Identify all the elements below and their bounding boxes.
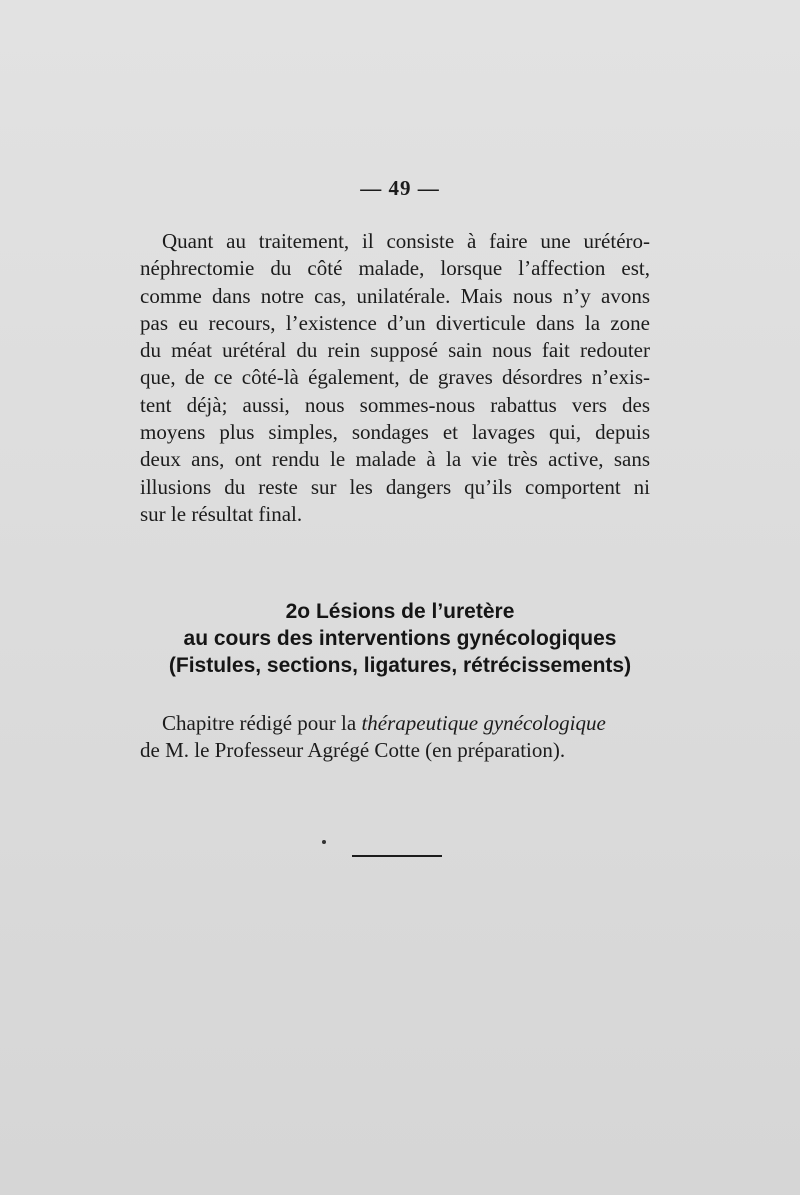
chapter-note-line — [140, 710, 665, 737]
paragraph-line: du méat urétéral du rein supposé sain nous fait redouter — [140, 338, 650, 363]
paragraph-line: pas eu recours, l’existence d’un diverticule dans la zone — [140, 310, 650, 335]
chapter-note-line: de M. le Professeur Agrégé Cotte (en préparation). — [140, 738, 566, 763]
ink-dot — [322, 840, 326, 844]
chapter-note-prefix: Chapitre rédigé pour la — [162, 711, 362, 735]
chapter-note-italic: thérapeutique gynécologique — [361, 711, 606, 735]
section-end-rule — [352, 855, 442, 857]
paragraph-line: Quant au traitement, il consiste à faire une urétéro- — [162, 229, 650, 253]
heading-line: (Fistules, sections, ligatures, rétrécissements) — [168, 654, 632, 677]
paragraph-line: comme dans notre cas, unilatérale. Mais nous n’y avons — [140, 283, 650, 308]
paragraph-line: deux ans, ont rendu le malade à la vie très active, sans — [140, 447, 650, 472]
section-heading — [100, 598, 700, 679]
paragraph-line: néphrectomie du côté malade, lorsque l’affection est, — [140, 256, 650, 281]
paragraph-line: moyens plus simples, sondages et lavages qui, depuis — [140, 420, 650, 445]
paragraph-line: illusions du reste sur les dangers qu’ils comportent ni — [140, 474, 650, 499]
page-number: — 49 — — [360, 176, 440, 200]
treatment-paragraph — [140, 228, 650, 528]
paragraph-line: que, de ce côté-là également, de graves désordres n’exis- — [140, 365, 650, 390]
heading-line: au cours des interventions gynécologiques — [183, 627, 617, 650]
paragraph-line: sur le résultat final. — [140, 501, 303, 526]
paragraph-line: tent déjà; aussi, nous sommes-nous rabattus vers des — [140, 392, 650, 417]
heading-line: 2o Lésions de l’uretère — [285, 600, 515, 623]
chapter-note-paragraph — [140, 710, 665, 765]
